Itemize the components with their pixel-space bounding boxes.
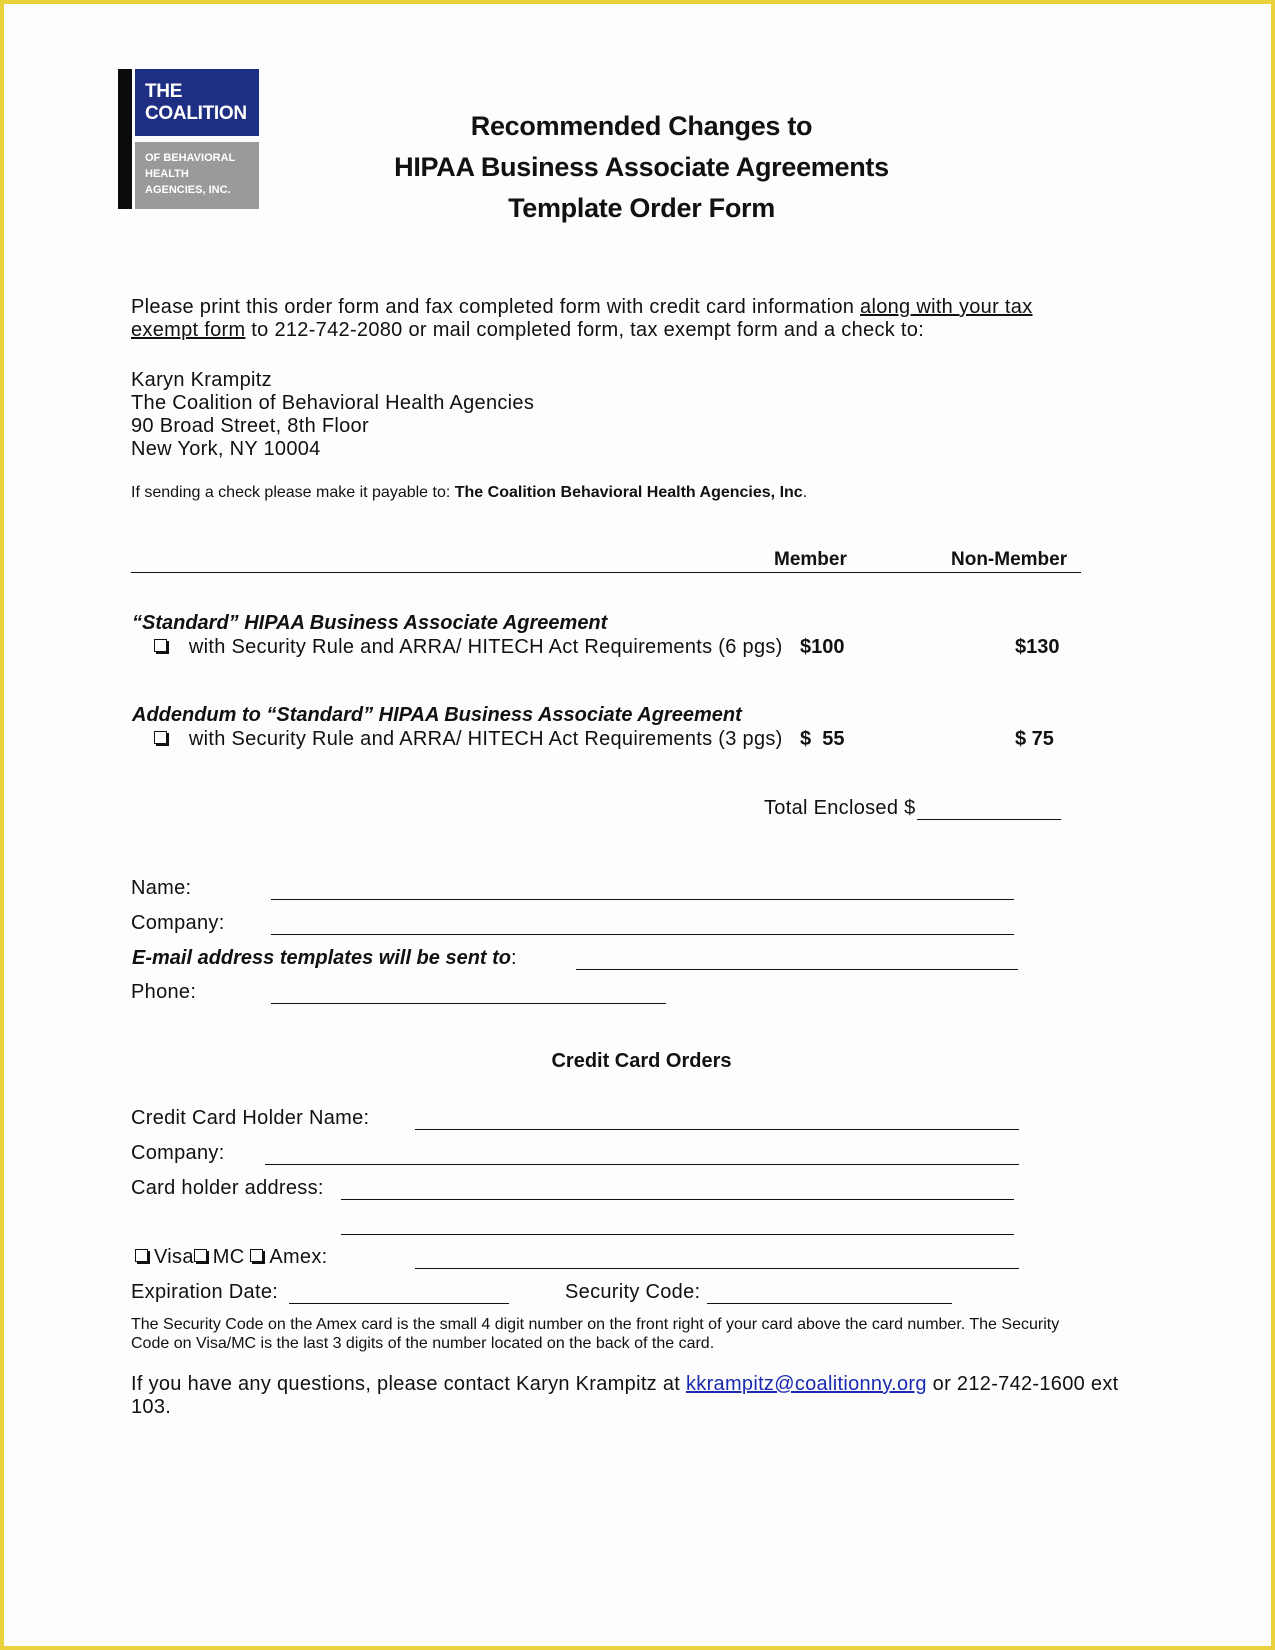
payable-payee: The Coalition Behavioral Health Agencies, Inc <box>454 484 803 501</box>
card-address-field-2[interactable] <box>341 1234 1014 1235</box>
name-field[interactable] <box>271 899 1014 900</box>
product-2-nonmember-price: $ 75 <box>1015 728 1054 750</box>
product-2-checkbox[interactable] <box>154 731 167 744</box>
card-address-field-1[interactable] <box>341 1199 1014 1200</box>
questions-line-1 <box>131 1373 1119 1396</box>
card-holder-name-label: Credit Card Holder Name: <box>131 1107 370 1129</box>
questions-text: If you have any questions, please contact Karyn Krampitz at <box>131 1373 686 1395</box>
email-label <box>132 947 517 970</box>
phone-label: Phone: <box>131 981 197 1003</box>
phone-field[interactable] <box>271 1003 666 1004</box>
nonmember-header: Non-Member <box>951 549 1068 570</box>
order-form-page <box>4 4 1271 1646</box>
logo-line-2: COALITION <box>145 103 247 124</box>
amex-checkbox[interactable] <box>250 1249 263 1262</box>
product-2-member-price: $ 55 <box>800 728 845 750</box>
total-label: Total Enclosed $ <box>764 797 916 819</box>
logo-line-1: THE <box>145 81 183 102</box>
expiration-label: Expiration Date: <box>131 1281 279 1303</box>
visa-label: Visa <box>154 1246 194 1268</box>
intro-line-2 <box>131 319 924 342</box>
mc-label: MC <box>212 1246 245 1268</box>
security-note-line-1: The Security Code on the Amex card is the small 4 digit number on the front right of your card above the card number. The Security <box>131 1316 1060 1333</box>
payable-end: . <box>802 484 808 501</box>
visa-checkbox[interactable] <box>135 1249 148 1262</box>
mc-checkbox[interactable] <box>194 1249 207 1262</box>
address-street: 90 Broad Street, 8th Floor <box>131 415 369 437</box>
email-field[interactable] <box>576 969 1018 970</box>
card-address-label: Card holder address: <box>131 1177 324 1199</box>
product-2-desc: with Security Rule and ARRA/ HITECH Act Requirements (3 pgs) <box>188 728 783 750</box>
security-code-field[interactable] <box>707 1303 952 1304</box>
intro-underlined-1: along with your tax <box>860 296 1033 318</box>
member-header: Member <box>774 549 847 570</box>
product-2-row <box>154 728 783 751</box>
amex-label: Amex: <box>269 1246 328 1268</box>
intro-line-1 <box>131 296 1033 319</box>
title-line-1: Recommended Changes to <box>470 111 813 141</box>
total-field[interactable] <box>917 819 1061 820</box>
card-number-field[interactable] <box>415 1268 1019 1269</box>
logo-line-5: AGENCIES, INC. <box>145 184 231 196</box>
card-type-row <box>135 1246 328 1269</box>
card-company-label: Company: <box>131 1142 225 1164</box>
address-city: New York, NY 10004 <box>131 438 321 460</box>
intro-underlined-2: exempt form <box>131 319 246 341</box>
title-line-3: Template Order Form <box>508 193 775 223</box>
email-label-text: E-mail address templates will be sent to <box>132 947 512 969</box>
security-note-line-2: Code on Visa/MC is the last 3 digits of the number located on the back of the card. <box>131 1335 715 1352</box>
company-label: Company: <box>131 912 225 934</box>
email-label-colon: : <box>511 947 517 969</box>
contact-email-link[interactable]: kkrampitz@coalitionny.org <box>685 1373 927 1395</box>
card-company-field[interactable] <box>265 1164 1019 1165</box>
product-1-member-price: $100 <box>800 636 845 658</box>
price-header-rule <box>131 572 1081 573</box>
intro-text: Please print this order form and fax completed form with credit card information <box>131 296 861 318</box>
security-code-label: Security Code: <box>565 1281 701 1303</box>
address-name: Karyn Krampitz <box>131 369 272 391</box>
product-1-nonmember-price: $130 <box>1015 636 1060 658</box>
card-holder-name-field[interactable] <box>415 1129 1019 1130</box>
name-label: Name: <box>131 877 192 899</box>
logo-line-4: HEALTH <box>145 168 189 180</box>
expiration-field[interactable] <box>289 1303 509 1304</box>
address-org: The Coalition of Behavioral Health Agencies <box>131 392 535 414</box>
logo-line-3: OF BEHAVIORAL <box>145 152 236 164</box>
intro-text-2: to 212-742-2080 or mail completed form, tax exempt form and a check to: <box>245 319 925 341</box>
questions-line-2: 103. <box>131 1396 172 1418</box>
credit-card-heading: Credit Card Orders <box>551 1050 732 1072</box>
product-1-title: “Standard” HIPAA Business Associate Agreement <box>132 612 608 634</box>
product-2-title: Addendum to “Standard” HIPAA Business Associate Agreement <box>132 704 742 726</box>
product-1-row <box>154 636 783 659</box>
questions-phone: or 212-742-1600 ext <box>926 1373 1119 1395</box>
company-field[interactable] <box>271 934 1014 935</box>
payable-label: If sending a check please make it payable to: <box>131 484 455 501</box>
title-line-2: HIPAA Business Associate Agreements <box>394 152 889 182</box>
product-1-checkbox[interactable] <box>154 639 167 652</box>
product-1-desc: with Security Rule and ARRA/ HITECH Act Requirements (6 pgs) <box>188 636 783 658</box>
payable-note <box>131 484 807 502</box>
